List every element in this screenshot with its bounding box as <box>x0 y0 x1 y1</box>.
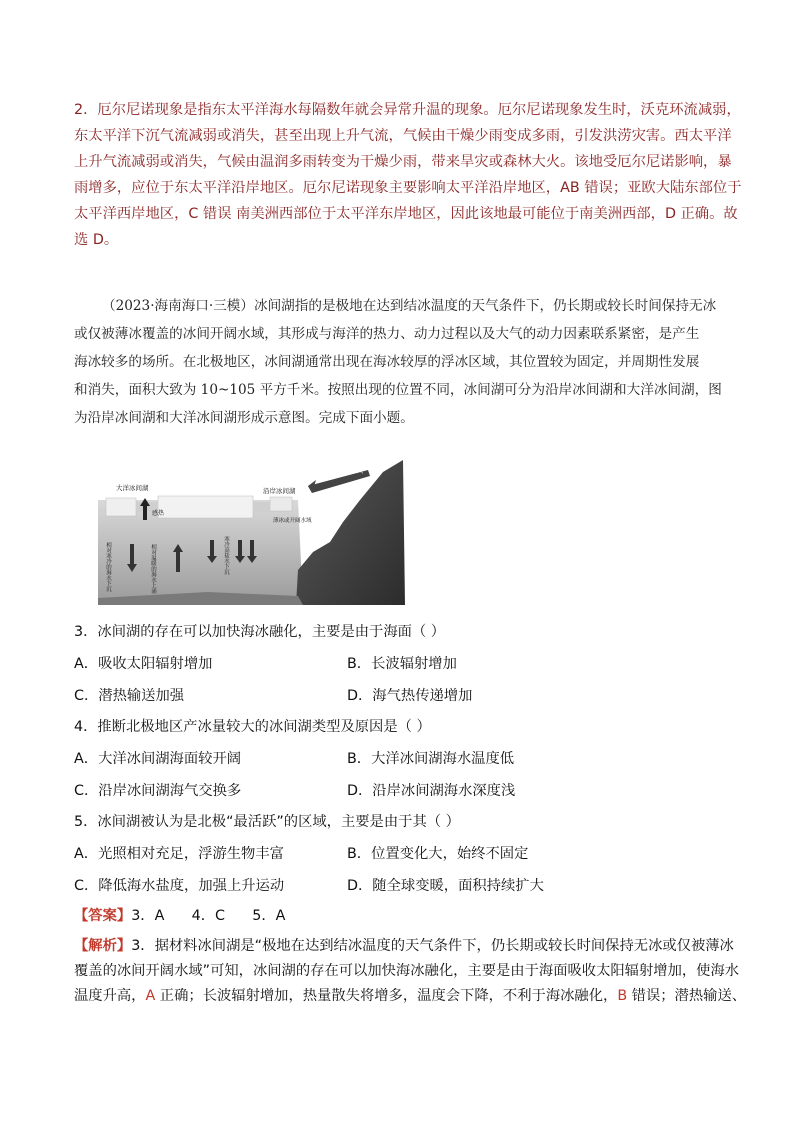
brine-sink-label: 寒冷高盐水下沉 <box>223 536 229 575</box>
explanation-line <box>74 934 734 959</box>
cold-water-sink-label: 相对寒冷的海水下沉 <box>105 542 111 592</box>
option-letter: B <box>617 988 628 1004</box>
intro-line: 或仅被薄冰覆盖的冰间开阔水域，其形成与海洋的热力、动力过程以及大气的动力因素联系紧密，是产生 <box>74 326 700 342</box>
prev-line: 选 D。 <box>74 232 119 248</box>
warm-water-upwell-label: 相对温暖的海水上涌 <box>150 544 156 594</box>
question-4-stem: 4．推断北极地区产冰量较大的冰间湖类型及原因是（ ） <box>74 719 431 735</box>
q5-option-d[interactable]: D．随全球变暖，面积持续扩大 <box>347 878 544 894</box>
explanation-text: 温度升高， <box>74 988 146 1004</box>
q5-option-c[interactable]: C．降低海水盐度，加强上升运动 <box>74 878 285 894</box>
option-letter: A <box>145 988 156 1004</box>
q3-option-a[interactable]: A．吸收太阳辐射增加 <box>74 656 213 672</box>
q3-option-b[interactable]: B．长波辐射增加 <box>347 656 457 672</box>
wind-label: 离岸风 <box>345 468 364 475</box>
prev-line: 太平洋西岸地区，C 错误 南美洲西部位于太平洋东岸地区，因此该地最可能位于南美洲西部，D 正确。故 <box>74 206 738 222</box>
q4-option-c[interactable]: C．沿岸冰间湖海气交换多 <box>74 783 242 799</box>
q5-option-b[interactable]: B．位置变化大，始终不固定 <box>347 846 529 862</box>
ocean-polynya-label: 大洋冰间湖 <box>116 484 149 492</box>
prev-line: 东太平洋下沉气流减弱或消失，甚至出现上升气流，气候由干燥少雨变成多雨，引发洪涝灾害。西太平洋 <box>74 128 732 144</box>
question-intro <box>74 292 724 432</box>
q3-option-c[interactable]: C．潜热输送加强 <box>74 688 185 704</box>
intro-line: 和消失，面积大致为 10~105 平方千米。按照出现的位置不同，冰间湖可分为沿岸冰间湖和大洋冰间湖，图 <box>74 382 722 398</box>
q5-option-a[interactable]: A．光照相对充足，浮游生物丰富 <box>74 846 284 862</box>
intro-line: （2023·海南海口·三模）冰间湖指的是极地在达到结冰温度的天气条件下，仍长期或较长时间保持无冰 <box>102 298 717 314</box>
q4-option-d[interactable]: D．沿岸冰间湖海水深度浅 <box>347 783 516 799</box>
prev-line: 雨增多，应位于东太平洋沿岸地区。厄尔尼诺现象主要影响太平洋沿岸地区，AB 错误；亚欧大陆东部位于 <box>74 180 742 196</box>
intro-line: 为沿岸冰间湖和大洋冰间湖形成示意图。完成下面小题。 <box>74 410 414 426</box>
explanation-line <box>74 984 747 1009</box>
question-5-stem: 5．冰间湖被认为是北极“最活跃”的区域，主要是由于其（ ） <box>74 814 460 830</box>
polynya-diagram-svg <box>98 460 405 605</box>
answer-line <box>74 905 285 925</box>
q3-option-d[interactable]: D．海气热传递增加 <box>347 688 473 704</box>
explanation-text: 3．据材料冰间湖是“极地在达到结冰温度的天气条件下，仍长期或较长时间保持无冰或仅被薄冰 <box>131 938 734 954</box>
thin-ice-label: 薄冰或开阔水域 <box>273 518 312 524</box>
explanation-tag: 【解析】 <box>74 938 132 954</box>
heat-label: 感热 <box>152 510 165 517</box>
previous-solution <box>74 97 742 253</box>
prev-line: 上升气流减弱或消失，气候由温润多雨转变为干燥少雨，带来旱灾或森林大火。该地受厄尔尼诺影响，暴 <box>74 154 732 170</box>
answer-tag: 【答案】 <box>74 908 132 924</box>
explanation <box>74 934 747 1009</box>
explanation-text: 错误；潜热输送、 <box>627 988 747 1004</box>
coastal-polynya-label: 沿岸冰间湖 <box>263 487 296 495</box>
answer-text: 3．A 4．C 5．A <box>131 908 286 924</box>
intro-line: 海冰较多的场所。在北极地区，冰间湖通常出现在海冰较厚的浮冰区域，其位置较为固定，并周期性发展 <box>74 354 700 370</box>
q4-option-a[interactable]: A．大洋冰间湖海面较开阔 <box>74 751 242 767</box>
question-3-stem: 3．冰间湖的存在可以加快海冰融化，主要是由于海面（ ） <box>74 624 446 640</box>
explanation-text: 正确；长波辐射增加，热量散失将增多，温度会下降，不利于海冰融化， <box>155 988 618 1004</box>
polynya-diagram <box>98 460 405 605</box>
q4-option-b[interactable]: B．大洋冰间湖海水温度低 <box>347 751 515 767</box>
prev-line: 2．厄尔尼诺现象是指东太平洋海水每隔数年就会异常升温的现象。厄尔尼诺现象发生时，沃克环流减弱， <box>74 102 741 118</box>
explanation-line: 覆盖的冰间开阔水域”可知，冰间湖的存在可以加快海冰融化，主要是由于海面吸收太阳辐射增加，使海水 <box>74 963 740 979</box>
